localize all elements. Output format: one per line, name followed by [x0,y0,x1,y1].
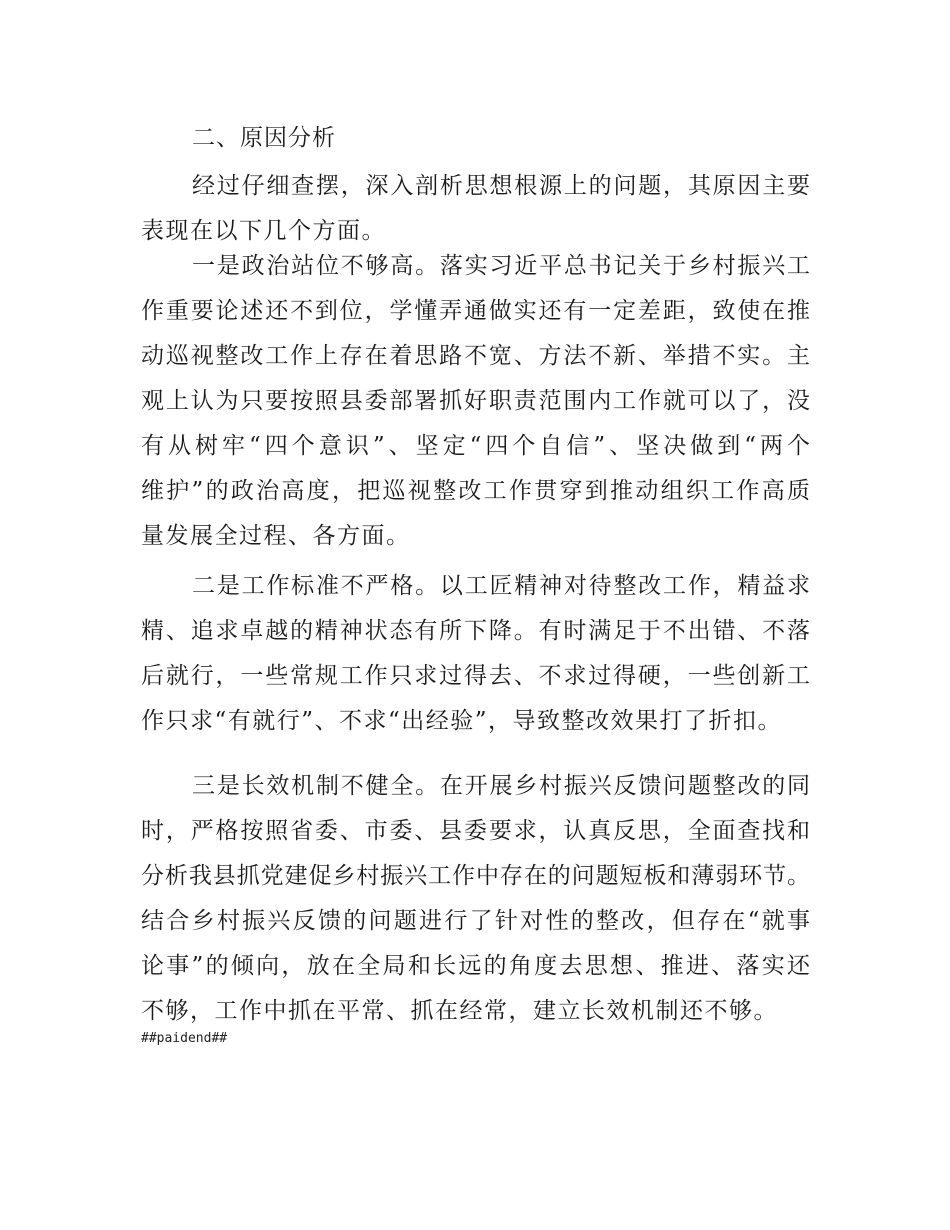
paragraph-4-line-3: 分析我县抓党建促乡村振兴工作中存在的问题短板和薄弱环节。 [141,863,811,889]
paragraph-4-line-6: 不够，工作中抓在平常、抓在经常，建立长效机制还不够。 [141,998,778,1024]
paragraph-2-line-6: 维护”的政治高度，把巡视整改工作贯穿到推动组织工作高质 [141,478,813,504]
paragraph-4-line-1: 三是长效机制不健全。在开展乡村振兴反馈问题整改的同 [192,773,812,799]
paragraph-2-line-4: 观上认为只要按照县委部署抓好职责范围内工作就可以了，没 [141,388,812,414]
paragraph-2-line-3: 动巡视整改工作上存在着思路不宽、方法不新、举措不实。主 [141,343,812,369]
paragraph-3-line-2: 精、追求卓越的精神状态有所下降。有时满足于不出错、不落 [141,618,812,644]
paragraph-4-line-4: 结合乡村振兴反馈的问题进行了针对性的整改，但存在“就事 [141,908,813,934]
paragraph-2-line-2: 作重要论述还不到位，学懂弄通做实还有一定差距，致使在推 [141,298,812,324]
paragraph-2-line-5: 有从树牢“四个意识”、坚定“四个自信”、坚决做到“两个 [141,433,815,459]
paragraph-2-line-7: 量发展全过程、各方面。 [141,523,411,549]
paragraph-4-line-5: 论事”的倾向，放在全局和长远的角度去思想、推进、落实还 [141,953,813,979]
paragraph-2-line-1: 一是政治站位不够高。落实习近平总书记关于乡村振兴工 [192,253,812,279]
paragraph-3-line-1: 二是工作标准不严格。以工匠精神对待整改工作，精益求 [192,573,812,599]
section-heading: 二、原因分析 [192,125,336,151]
paragraph-3-line-4: 作只求“有就行”、不求“出经验”，导致整改效果打了折扣。 [141,708,783,734]
paragraph-4-line-2: 时，严格按照省委、市委、县委要求，认真反思，全面查找和 [141,818,812,844]
paragraph-1-line-1: 经过仔细查摆，深入剖析思想根源上的问题，其原因主要 [192,173,812,199]
paragraph-3-line-3: 后就行，一些常规工作只求过得去、不求过得硬，一些创新工 [141,663,812,689]
end-marker: ##paidend## [141,1031,228,1046]
paragraph-1-line-2: 表现在以下几个方面。 [141,218,386,244]
